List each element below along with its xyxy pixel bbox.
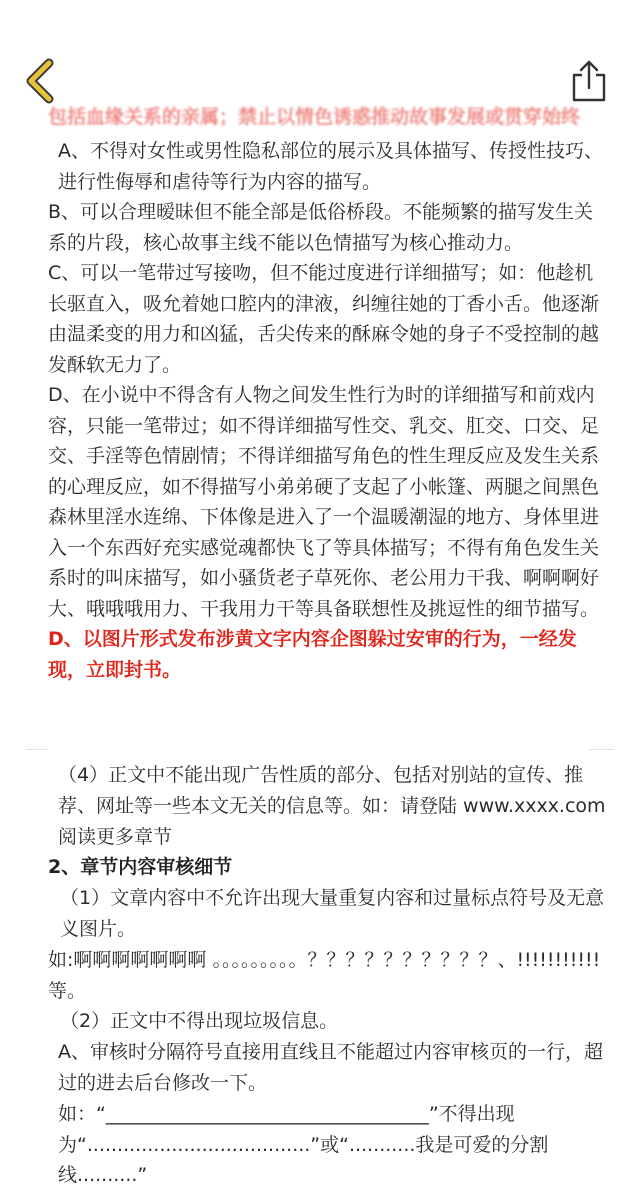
rule-item-a: A、审核时分隔符号直接用直线且不能超过内容审核页的一行，超过的进去后台修改一下。如：“__________________________________”不得出现为“.....................................”或“...........我是可爱的分割线..........” [58,1041,603,1187]
rule-a: A、不得对女性或男性隐私部位的展示及具体描写、传授性技巧、进行性侮辱和虐待等行为内容的描写。 [58,140,603,193]
rule-item-2: （2）正文中不得出现垃圾信息。 [60,1010,339,1033]
top-bar [0,0,640,120]
back-button[interactable] [22,58,62,104]
rule-example-1: 如:啊啊啊啊啊啊啊 。。。。。。。。。？？？？？？？？？？、!!!!!!!!!!! 等。 [48,948,601,1002]
rule-item-4: （4）正文中不能出现广告性质的部分、包括对别站的宣传、推荐、网址等一些本文无关的信息等。如：请登陆 www.xxxx.com 阅读更多章节 [58,764,606,848]
rule-d: D、在小说中不得含有人物之间发生性行为时的详细描写和前戏内容，只能一笔带过；如不得详细描写性交、乳交、肛交、口交、足交、手淫等色情剧情；不得详细描写角色的性生理反应及发生关系的心理反应，如不得描写小弟弟硬了支起了小帐篷、两腿之间黑色森林里淫水连绵、下体像是进入了一个温暖潮湿的地方、身体里进入一个东西好充实感觉魂都快飞了等具体描写；不得有角色发生关系时的叫床描写，如小骚货老子草死你、老公用力干我、啊啊啊好大、哦哦哦用力、干我用力干等具备联想性及挑逗性的细节描写。 [48,384,600,620]
rule-item-1: （1）文章内容中不允许出现大量重复内容和过量标点符号及无意义图片。 [60,887,605,940]
rule-c: C、可以一笔带过写接吻，但不能过度进行详细描写；如：他趁机长驱直入，吸允着她口腔内的津液，纠缠往她的丁香小舌。他逐渐由温柔变的用力和凶猛，舌尖传来的酥麻令她的身子不受控制的越发酥软无力了。 [48,262,600,376]
chevron-left-icon [22,58,62,104]
section-heading: 2、章节内容审核细节 [48,856,233,879]
rule-b: B、可以合理暧昧但不能全部是低俗桥段。不能频繁的描写发生关系的片段，核心故事主线不能以色情描写为核心推动力。 [48,201,594,254]
share-button[interactable] [568,58,610,104]
rules-section-chapter-review [48,760,608,1191]
rule-d-ban-notice: D、以图片形式发布涉黄文字内容企图躲过安审的行为，一经发现，立即封书。 [48,628,577,681]
divider-left [26,749,48,750]
share-icon [568,58,610,104]
rules-section-explicit-content [48,136,608,685]
cut-off-red-line: 包括血缘关系的亲属；禁止以情色诱惑推动故事发展或贯穿始终 [48,106,581,128]
divider-right [588,749,614,750]
